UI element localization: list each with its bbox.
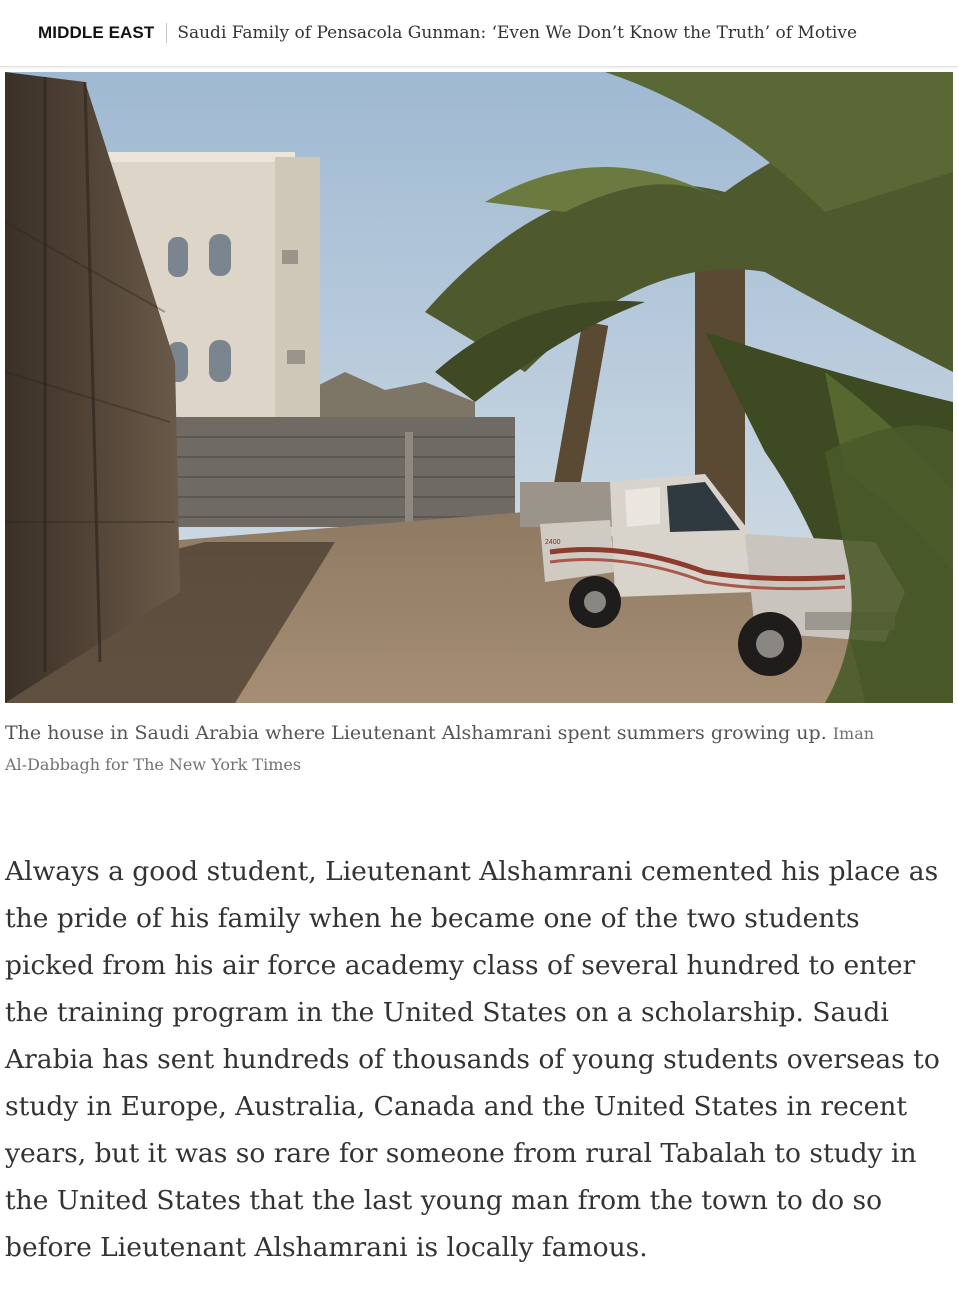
sticky-header — [0, 0, 958, 67]
photo-illustration — [5, 72, 953, 703]
photo-credit: Iman Al-Dabbagh for The New York Times — [5, 724, 875, 774]
caption-text: The house in Saudi Arabia where Lieutenant Alshamrani spent summers growing up. — [5, 722, 827, 744]
photo-caption — [5, 718, 885, 780]
article-photo — [5, 72, 953, 703]
section-link[interactable]: MIDDLE EAST — [38, 23, 155, 42]
back-wall — [170, 417, 515, 527]
truck-badge: 2400 — [545, 539, 561, 546]
cinder-blocks — [520, 482, 620, 527]
header-divider — [166, 23, 167, 43]
header-headline[interactable]: Saudi Family of Pensacola Gunman: ‘Even We Don’t Know the Truth’ of Motive — [177, 23, 858, 43]
article-paragraph: Always a good student, Lieutenant Alshamrani cemented his place as the pride of his family when he became one of the two students picked from his air force academy class of several hundred to enter the training program in the United States on a scholarship. Saudi Arabia has sent hundreds of thousands of young students overseas to study in Europe, Australia, Canada and the United States in recent years, but it was so rare for someone from rural Tabalah to study in the United States that the last young man from the town to do so before Lieutenant Alshamrani is locally famous. — [5, 856, 940, 1263]
